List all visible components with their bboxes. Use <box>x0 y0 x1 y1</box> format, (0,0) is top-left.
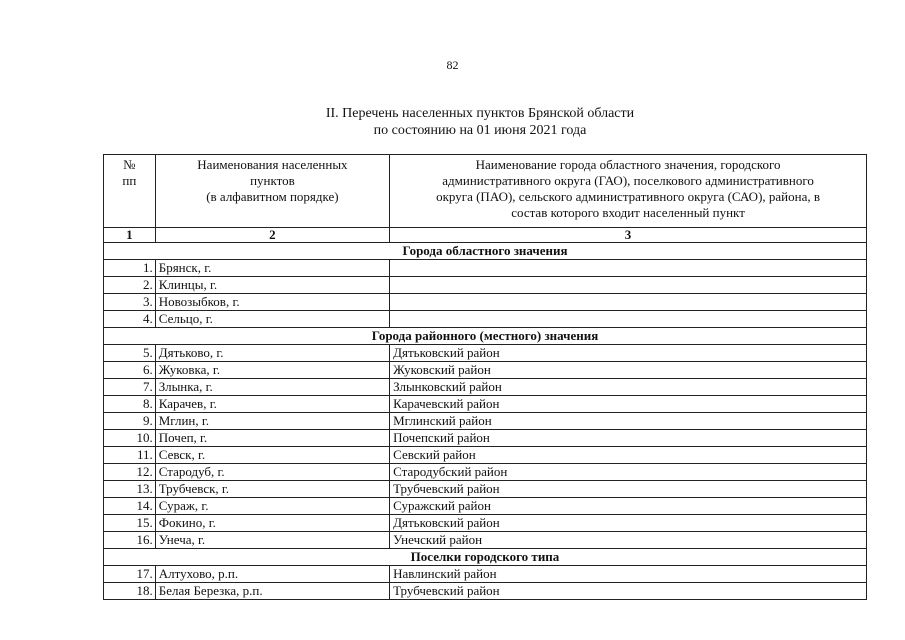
header-number-line-1: № <box>123 157 136 172</box>
row-number: 6. <box>104 362 156 379</box>
section-title: Города районного (местного) значения <box>104 328 867 345</box>
settlement-name: Белая Березка, р.п. <box>155 583 389 600</box>
row-number: 7. <box>104 379 156 396</box>
settlement-name: Жуковка, г. <box>155 362 389 379</box>
header-district-line-2: административного округа (ГАО), поселкового административного <box>442 173 814 188</box>
table-row <box>104 566 867 583</box>
table-row <box>104 481 867 498</box>
settlement-name: Мглин, г. <box>155 413 389 430</box>
district-name: Карачевский район <box>390 396 867 413</box>
district-name: Севский район <box>390 447 867 464</box>
header-district <box>390 155 867 228</box>
district-name <box>390 260 867 277</box>
district-name: Унечский район <box>390 532 867 549</box>
row-number: 2. <box>104 277 156 294</box>
settlement-name: Севск, г. <box>155 447 389 464</box>
settlement-name: Унеча, г. <box>155 532 389 549</box>
row-number: 13. <box>104 481 156 498</box>
row-number: 1. <box>104 260 156 277</box>
table-row <box>104 498 867 515</box>
district-name: Жуковский район <box>390 362 867 379</box>
document-title-line-1: II. Перечень населенных пунктов Брянской области <box>325 106 635 121</box>
table-row <box>104 311 867 328</box>
table-row <box>104 345 867 362</box>
table-row <box>104 413 867 430</box>
row-number: 5. <box>104 345 156 362</box>
settlement-name: Клинцы, г. <box>155 277 389 294</box>
district-name: Дятьковский район <box>390 515 867 532</box>
table-header-row <box>104 155 867 228</box>
settlement-name: Алтухово, р.п. <box>155 566 389 583</box>
column-number-row <box>104 228 867 243</box>
section-header-row <box>104 243 867 260</box>
district-name: Почепский район <box>390 430 867 447</box>
table-row <box>104 362 867 379</box>
row-number: 3. <box>104 294 156 311</box>
column-number-3: 3 <box>390 228 867 243</box>
table-row <box>104 583 867 600</box>
column-number-2: 2 <box>155 228 389 243</box>
document-title-line-2: по состоянию на 01 июня 2021 года <box>373 123 587 138</box>
header-name-line-1: Наименования населенных <box>197 157 348 172</box>
page-number: 82 <box>446 58 459 72</box>
header-district-line-1: Наименование города областного значения, городского <box>475 157 781 172</box>
table-row <box>104 464 867 481</box>
row-number: 8. <box>104 396 156 413</box>
district-name: Злынковский район <box>390 379 867 396</box>
table-row <box>104 260 867 277</box>
settlement-name: Стародуб, г. <box>155 464 389 481</box>
settlement-name: Трубчевск, г. <box>155 481 389 498</box>
settlement-name: Сураж, г. <box>155 498 389 515</box>
district-name: Мглинский район <box>390 413 867 430</box>
row-number: 11. <box>104 447 156 464</box>
district-name: Суражский район <box>390 498 867 515</box>
district-name: Стародубский район <box>390 464 867 481</box>
row-number: 12. <box>104 464 156 481</box>
district-name <box>390 294 867 311</box>
district-name <box>390 311 867 328</box>
section-header-row <box>104 549 867 566</box>
settlement-name: Дятьково, г. <box>155 345 389 362</box>
header-name-line-3: (в алфавитном порядке) <box>206 189 339 204</box>
settlement-name: Злынка, г. <box>155 379 389 396</box>
district-name: Трубчевский район <box>390 583 867 600</box>
section-title: Поселки городского типа <box>104 549 867 566</box>
column-number-1: 1 <box>104 228 156 243</box>
settlement-name: Фокино, г. <box>155 515 389 532</box>
table-row <box>104 447 867 464</box>
row-number: 18. <box>104 583 156 600</box>
table-row <box>104 379 867 396</box>
header-name-line-2: пунктов <box>250 173 295 188</box>
row-number: 17. <box>104 566 156 583</box>
table-row <box>104 396 867 413</box>
row-number: 4. <box>104 311 156 328</box>
table-row <box>104 277 867 294</box>
settlement-name: Карачев, г. <box>155 396 389 413</box>
table-row <box>104 430 867 447</box>
row-number: 16. <box>104 532 156 549</box>
header-settlement-name <box>155 155 389 228</box>
header-number <box>104 155 156 228</box>
table-row <box>104 515 867 532</box>
row-number: 14. <box>104 498 156 515</box>
row-number: 15. <box>104 515 156 532</box>
section-header-row <box>104 328 867 345</box>
row-number: 10. <box>104 430 156 447</box>
settlement-name: Брянск, г. <box>155 260 389 277</box>
district-name: Дятьковский район <box>390 345 867 362</box>
settlement-name: Сельцо, г. <box>155 311 389 328</box>
district-name <box>390 277 867 294</box>
settlements-table <box>103 154 867 600</box>
district-name: Навлинский район <box>390 566 867 583</box>
header-district-line-4: состав которого входит населенный пункт <box>511 205 745 220</box>
header-district-line-3: округа (ПАО), сельского административного округа (САО), района, в <box>436 189 820 204</box>
table-row <box>104 532 867 549</box>
document-title <box>0 105 905 139</box>
table-row <box>104 294 867 311</box>
header-number-line-2: пп <box>122 173 137 188</box>
district-name: Трубчевский район <box>390 481 867 498</box>
row-number: 9. <box>104 413 156 430</box>
section-title: Города областного значения <box>104 243 867 260</box>
settlement-name: Новозыбков, г. <box>155 294 389 311</box>
settlement-name: Почеп, г. <box>155 430 389 447</box>
